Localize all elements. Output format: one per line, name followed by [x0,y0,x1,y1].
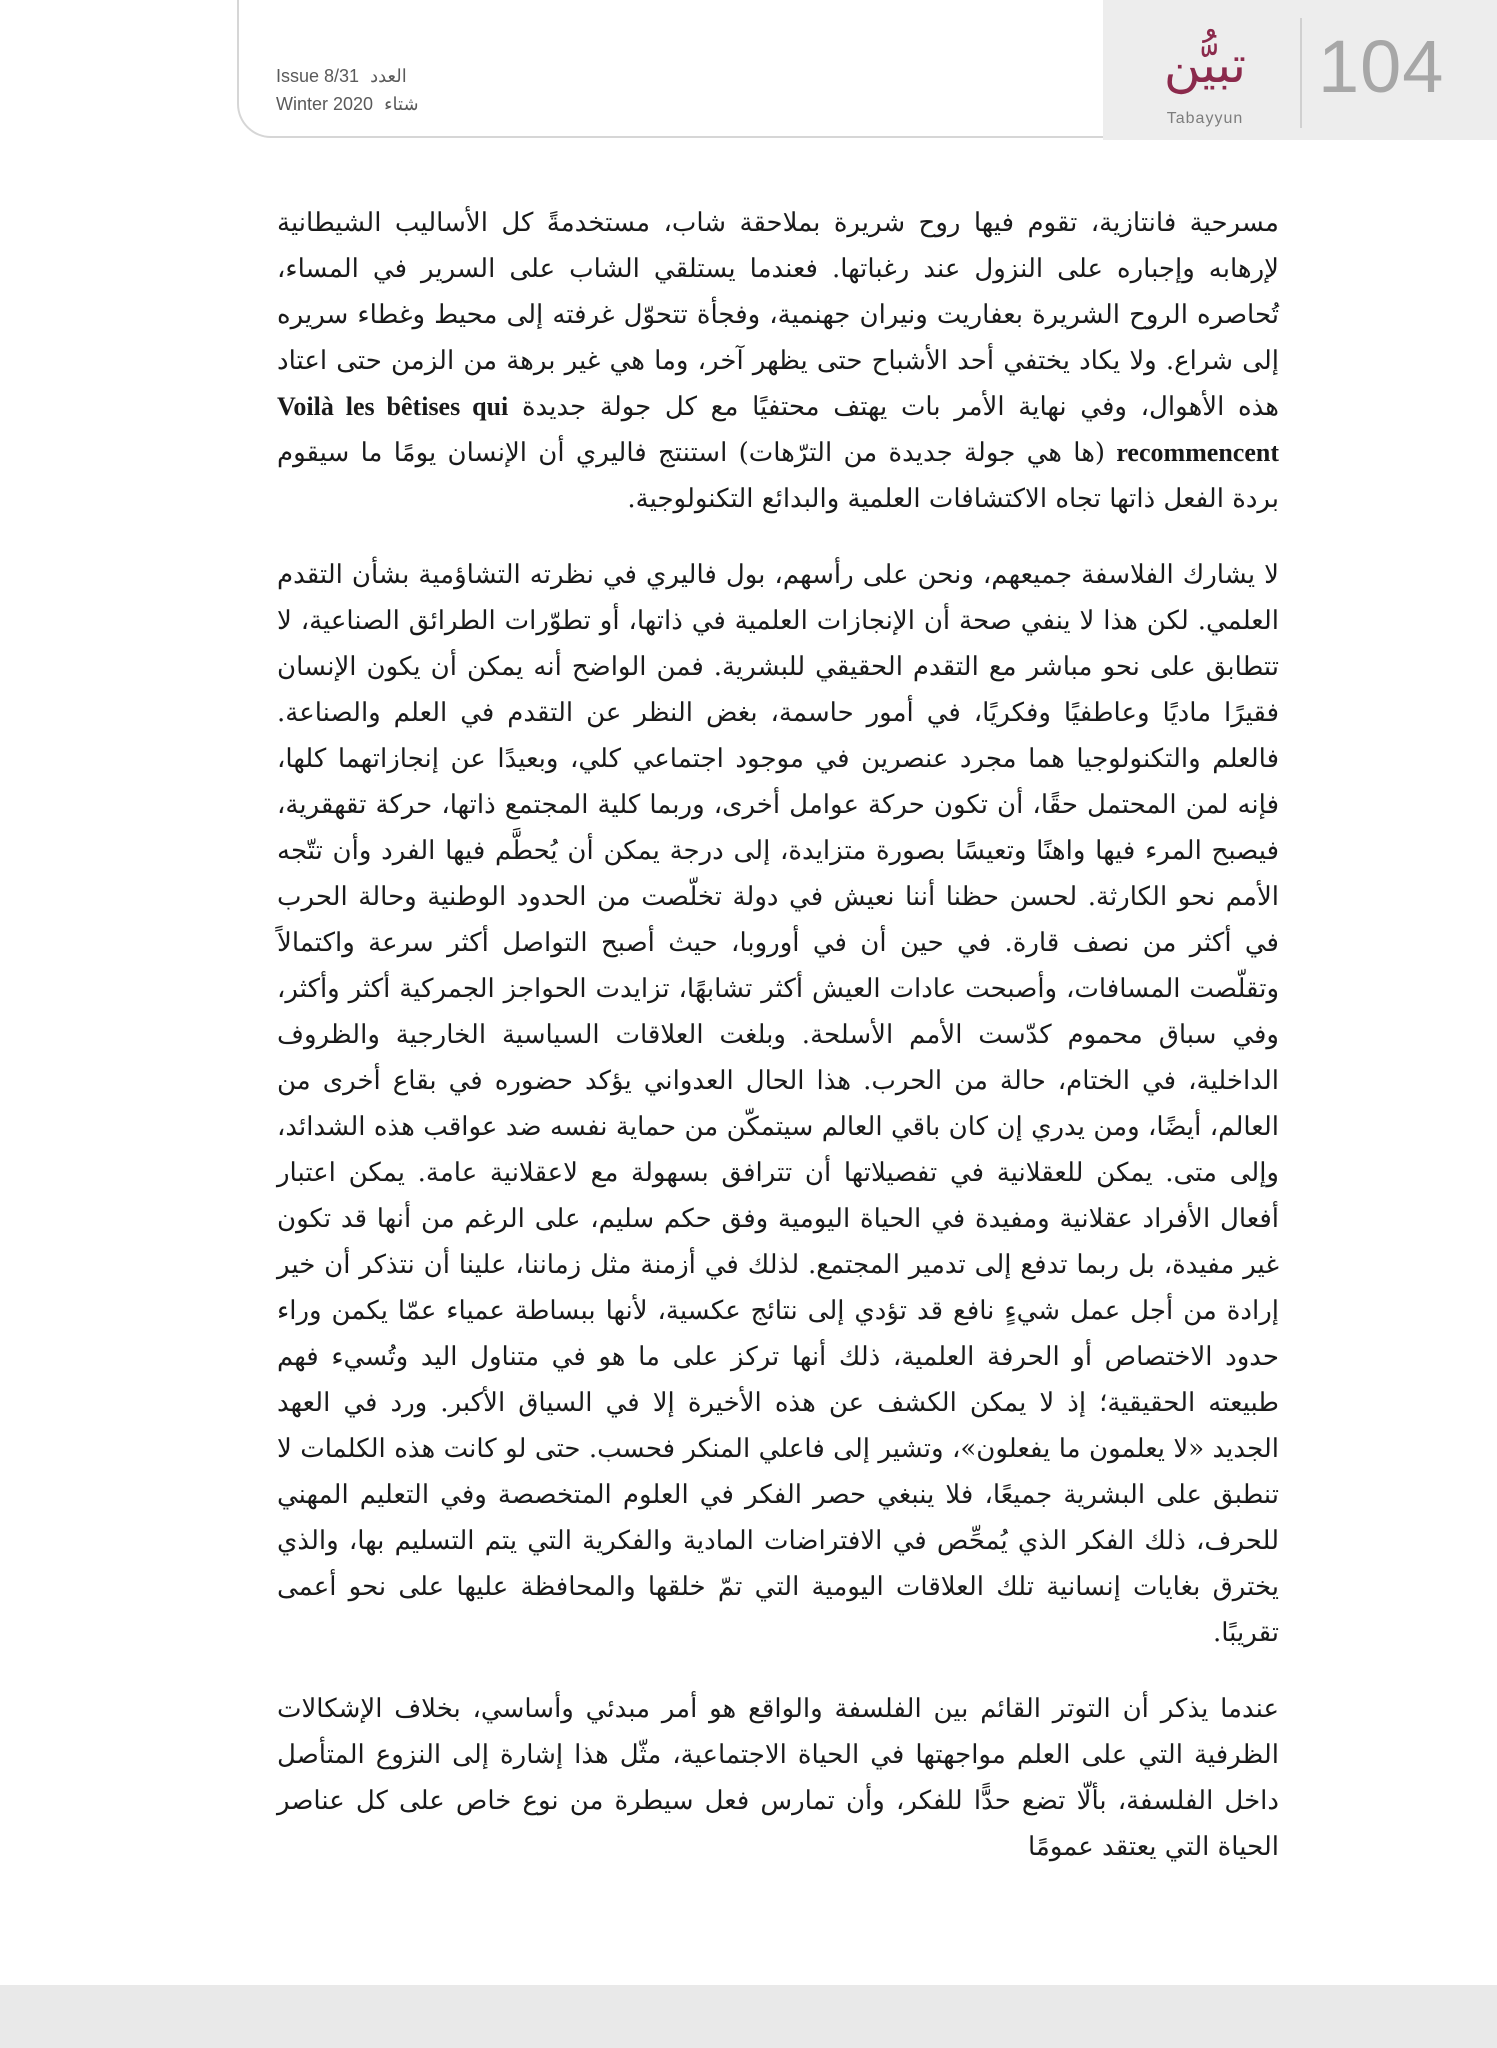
season-label-en: Winter 2020 [276,94,374,114]
issue-line [276,62,419,90]
logo-subtitle: Tabayyun [1166,110,1244,127]
french-quote: Voilà les bêtises qui recommencent [277,392,1279,467]
logo-wordmark: تبيُّن [1163,36,1247,94]
issue-label-ar: العدد [370,66,407,86]
paragraph-1-text-a: مسرحية فانتازية، تقوم فيها روح شريرة بملاحقة شاب، مستخدمةً كل الأساليب الشيطانية لإرهابه وإجباره على النزول عند رغباتها. فعندما يستلقي الشاب على السرير في المساء، تُحاصره الروح الشريرة بعفاريت ونيران جهنمية، وفجأة تتحوّل غرفته إلى محيط وغطاء سريره إلى شراع. ولا يكاد يختفي أحد الأشباح حتى يظهر آخر، وما هي غير برهة من الزمن حتى اعتاد هذه الأهوال، وفي نهاية الأمر بات يهتف محتفيًا مع كل جولة جديدة [277,208,1279,422]
page-number: 104 [1318,25,1445,108]
issue-info [276,62,419,118]
article-body [277,200,1279,1900]
footer-band [0,1985,1497,2048]
paragraph-2: لا يشارك الفلاسفة جميعهم، ونحن على رأسهم، بول فاليري في نظرته التشاؤمية بشأن التقدم العلمي. لكن هذا لا ينفي صحة أن الإنجازات العلمية في ذاتها، أو تطوّرات الطرائق الصناعية، لا تتطابق على نحو مباشر مع التقدم الحقيقي للبشرية. فمن الواضح أنه يمكن أن يكون الإنسان فقيرًا ماديًا وعاطفيًا وفكريًا، في أمور حاسمة، بغض النظر عن التقدم في العلم والصناعة. فالعلم والتكنولوجيا هما مجرد عنصرين في موجود اجتماعي كلي، وبعيدًا عن إنجازاتهما كلها، فإنه لمن المحتمل حقًا، أن تكون حركة عوامل أخرى، وربما كلية المجتمع ذاتها، حركة تقهقرية، فيصبح المرء فيها واهنًا وتعيسًا بصورة متزايدة، إلى درجة يمكن أن يُحطَّم فيها الفرد وأن تتّجه الأمم نحو الكارثة. لحسن حظنا أننا نعيش في دولة تخلّصت من الحدود الوطنية وحالة الحرب في أكثر من نصف قارة. في حين أن في أوروبا، حيث أصبح التواصل أكثر سرعة واكتمالاً وتقلّصت المسافات، وأصبحت عادات العيش أكثر تشابهًا، تزايدت الحواجز الجمركية أكثر وأكثر، وفي سباق محموم كدّست الأمم الأسلحة. وبلغت العلاقات السياسية الخارجية والظروف الداخلية، في الختام، حالة من الحرب. هذا الحال العدواني يؤكد حضوره في بقاع أخرى من العالم، أيضًا، ومن يدري إن كان باقي العالم سيتمكّن من حماية نفسه ضد عواقب هذه الشدائد، وإلى متى. يمكن للعقلانية في تفصيلاتها أن تترافق بسهولة مع لاعقلانية عامة. يمكن اعتبار أفعال الأفراد عقلانية ومفيدة في الحياة اليومية وفق حكم سليم، على الرغم من أنها قد تكون غير مفيدة، بل ربما تدفع إلى تدمير المجتمع. لذلك في أزمنة مثل زماننا، علينا أن نتذكر أن خير إرادة من أجل عمل شيءٍ نافع قد تؤدي إلى نتائج عكسية، لأنها ببساطة عمياء عمّا يكمن وراء حدود الاختصاص أو الحرفة العلمية، ذلك أنها تركز على ما هو في متناول اليد وتُسيء فهم طبيعته الحقيقية؛ إذ لا يمكن الكشف عن هذه الأخيرة إلا في السياق الأكبر. ورد في العهد الجديد «لا يعلمون ما يفعلون»، وتشير إلى فاعلي المنكر فحسب. حتى لو كانت هذه الكلمات لا تنطبق على البشرية جميعًا، فلا ينبغي حصر الفكر في العلوم المتخصصة وفي التعليم المهني للحرف، ذلك الفكر الذي يُمحِّص في الافتراضات المادية والفكرية التي يتم التسليم بها، والذي يخترق بغايات إنسانية تلك العلاقات اليومية التي تمّ خلقها والمحافظة عليها على نحو أعمى تقريبًا. [277,560,1280,1648]
paragraph-1 [277,200,1279,522]
season-label-ar: شتاء [384,94,419,114]
season-line [276,90,419,118]
paragraph-1-text-b: (ها هي جولة جديدة من الترّهات) استنتج فاليري أن الإنسان يومًا ما سيقوم بردة الفعل ذاتها تجاه الاكتشافات العلمية والبدائع التكنولوجية. [277,438,1279,514]
journal-logo [1130,36,1280,132]
issue-label-en: Issue 8/31 [276,66,360,86]
paragraph-3: عندما يذكر أن التوتر القائم بين الفلسفة والواقع هو أمر مبدئي وأساسي، بخلاف الإشكالات الظرفية التي على العلم مواجهتها في الحياة الاجتماعية، مثّل هذا إشارة إلى النزوع المتأصل داخل الفلسفة، بألّا تضع حدًّا للفكر، وأن تمارس فعل سيطرة من نوع خاص على كل عناصر الحياة التي يعتقد عمومًا [277,1694,1279,1862]
header-divider [1300,18,1302,128]
